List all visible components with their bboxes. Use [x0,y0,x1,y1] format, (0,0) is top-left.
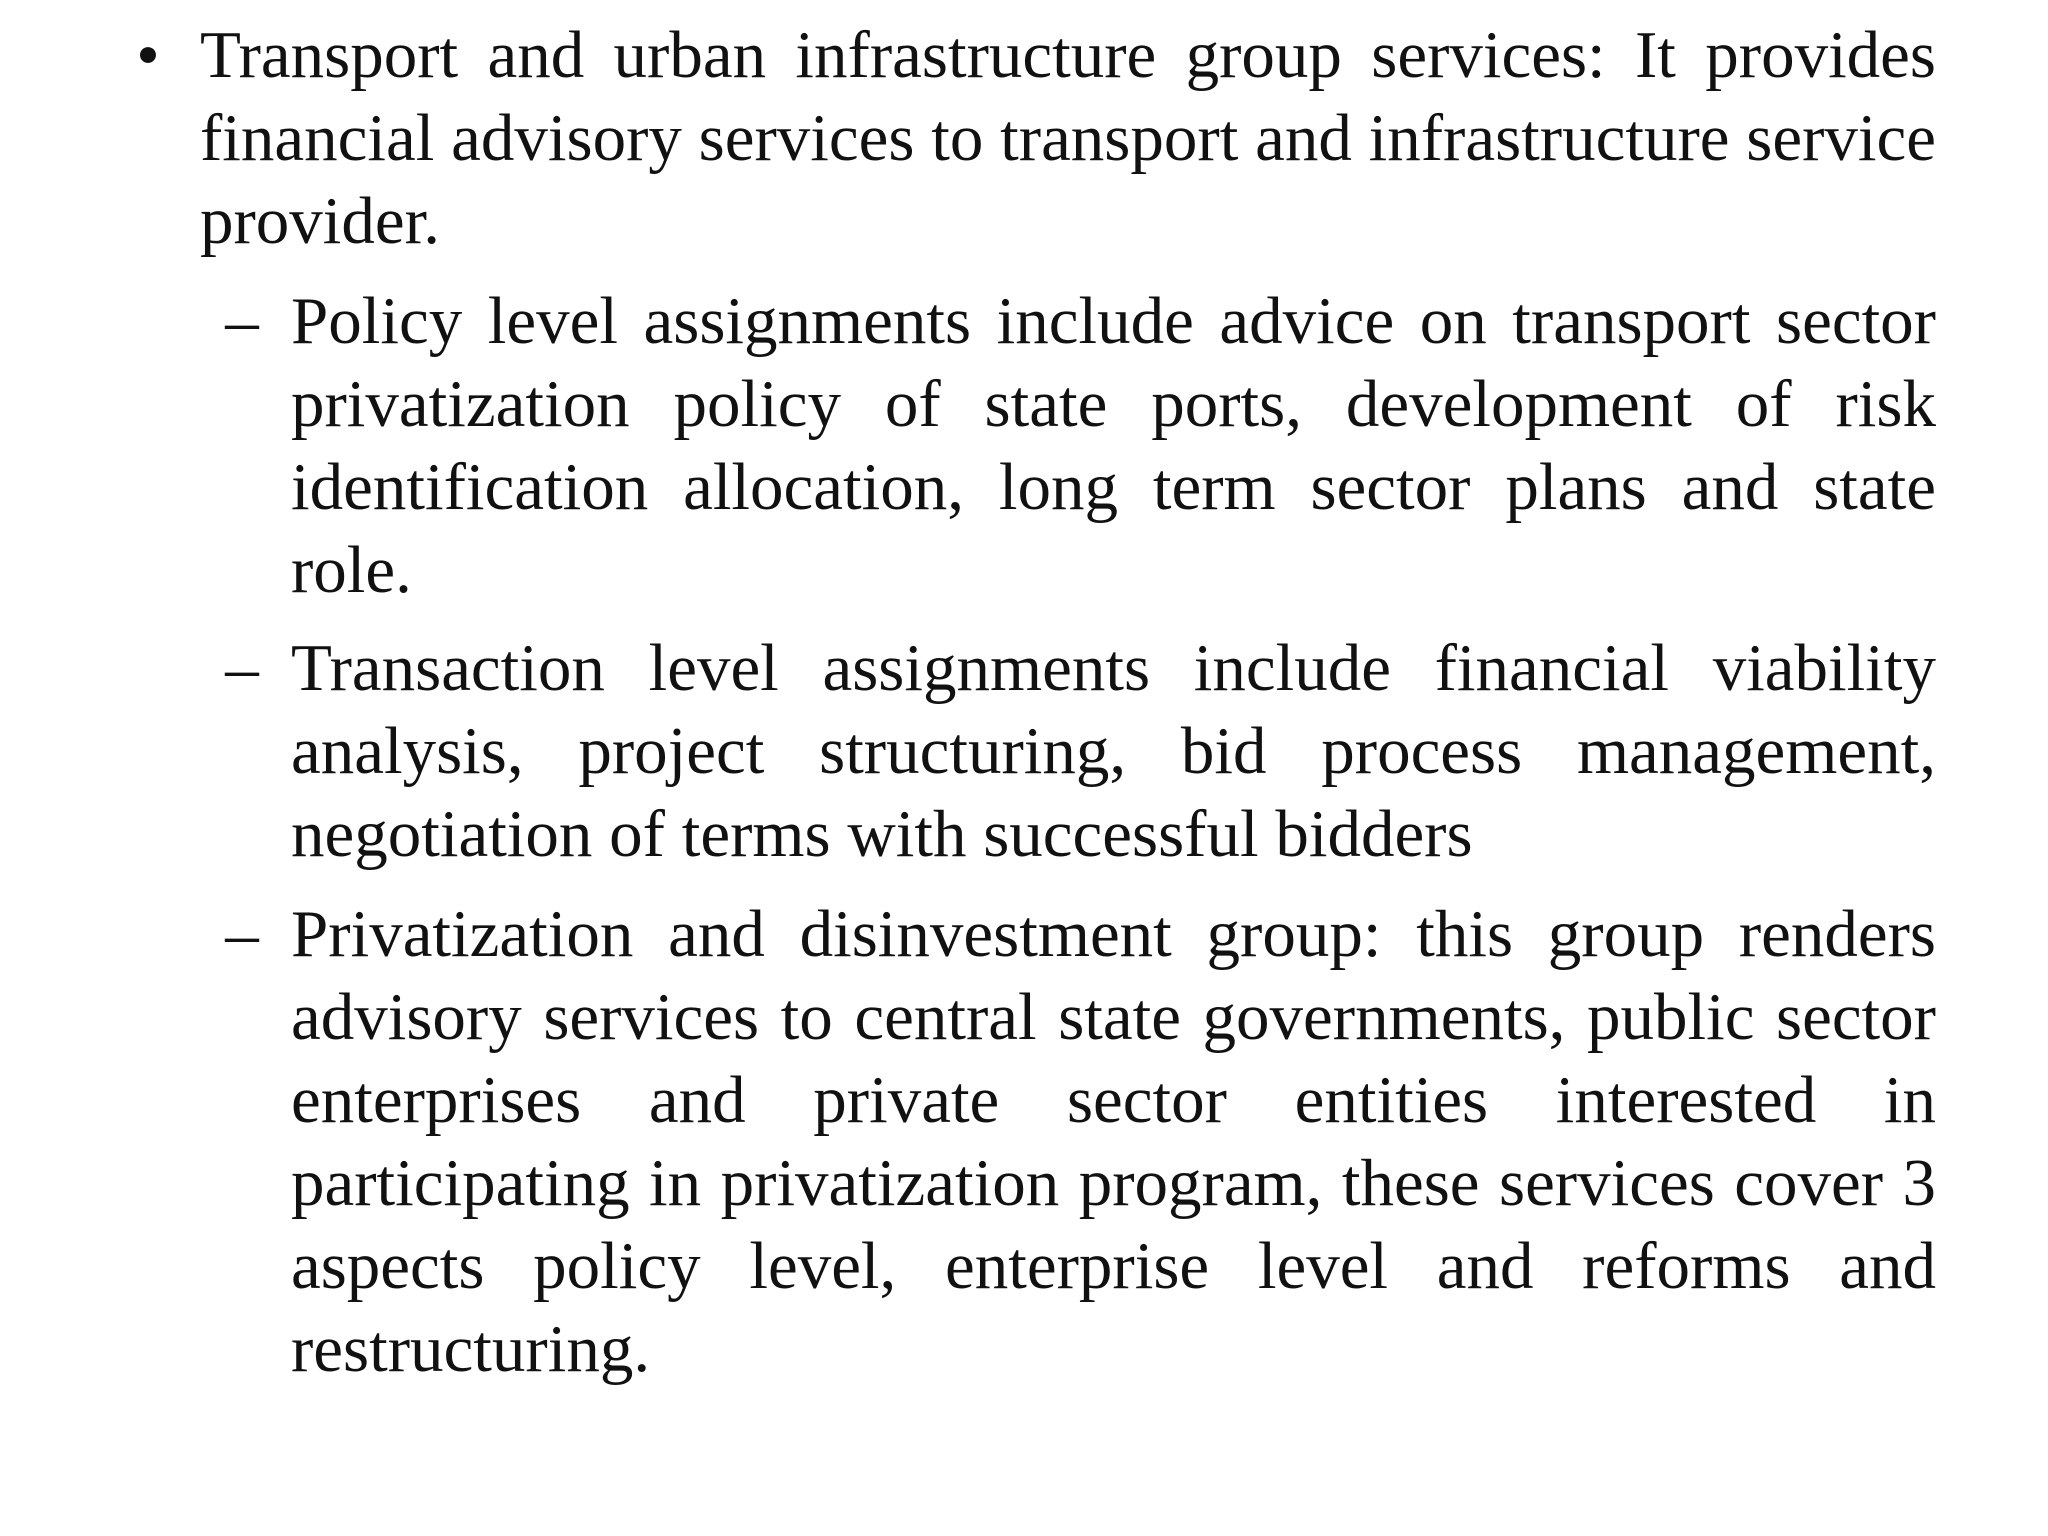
sub-bullet-item-policy [225,280,1936,612]
sub-bullet-text: Privatization and disinvestment group: this group renders advisory services to central state governments, public sector enterprises and private sector entities interested in participating in privatization program, these services cover 3 aspects policy level, enterprise level and reforms and restructuring. [291,897,1936,1386]
main-bullet-text: Transport and urban infrastructure group services: It provides financial advisory services to transport and infrastructure service provider. [200,18,1936,258]
dash-icon: – [225,897,259,971]
dash-icon: – [225,631,259,705]
sub-bullet-item-transaction [225,627,1936,876]
bullet-icon: • [136,18,160,92]
sub-bullet-item-privatization [225,893,1936,1391]
sub-bullet-text: Policy level assignments include advice on transport sector privatization policy of state ports, development of risk identification allocation, long term sector plans and state role. [291,284,1936,607]
sub-bullet-text: Transaction level assignments include financial viability analysis, project structuring, bid process management, negotiation of terms with successful bidders [291,631,1936,871]
dash-icon: – [225,284,259,358]
main-bullet-item [136,14,1936,263]
